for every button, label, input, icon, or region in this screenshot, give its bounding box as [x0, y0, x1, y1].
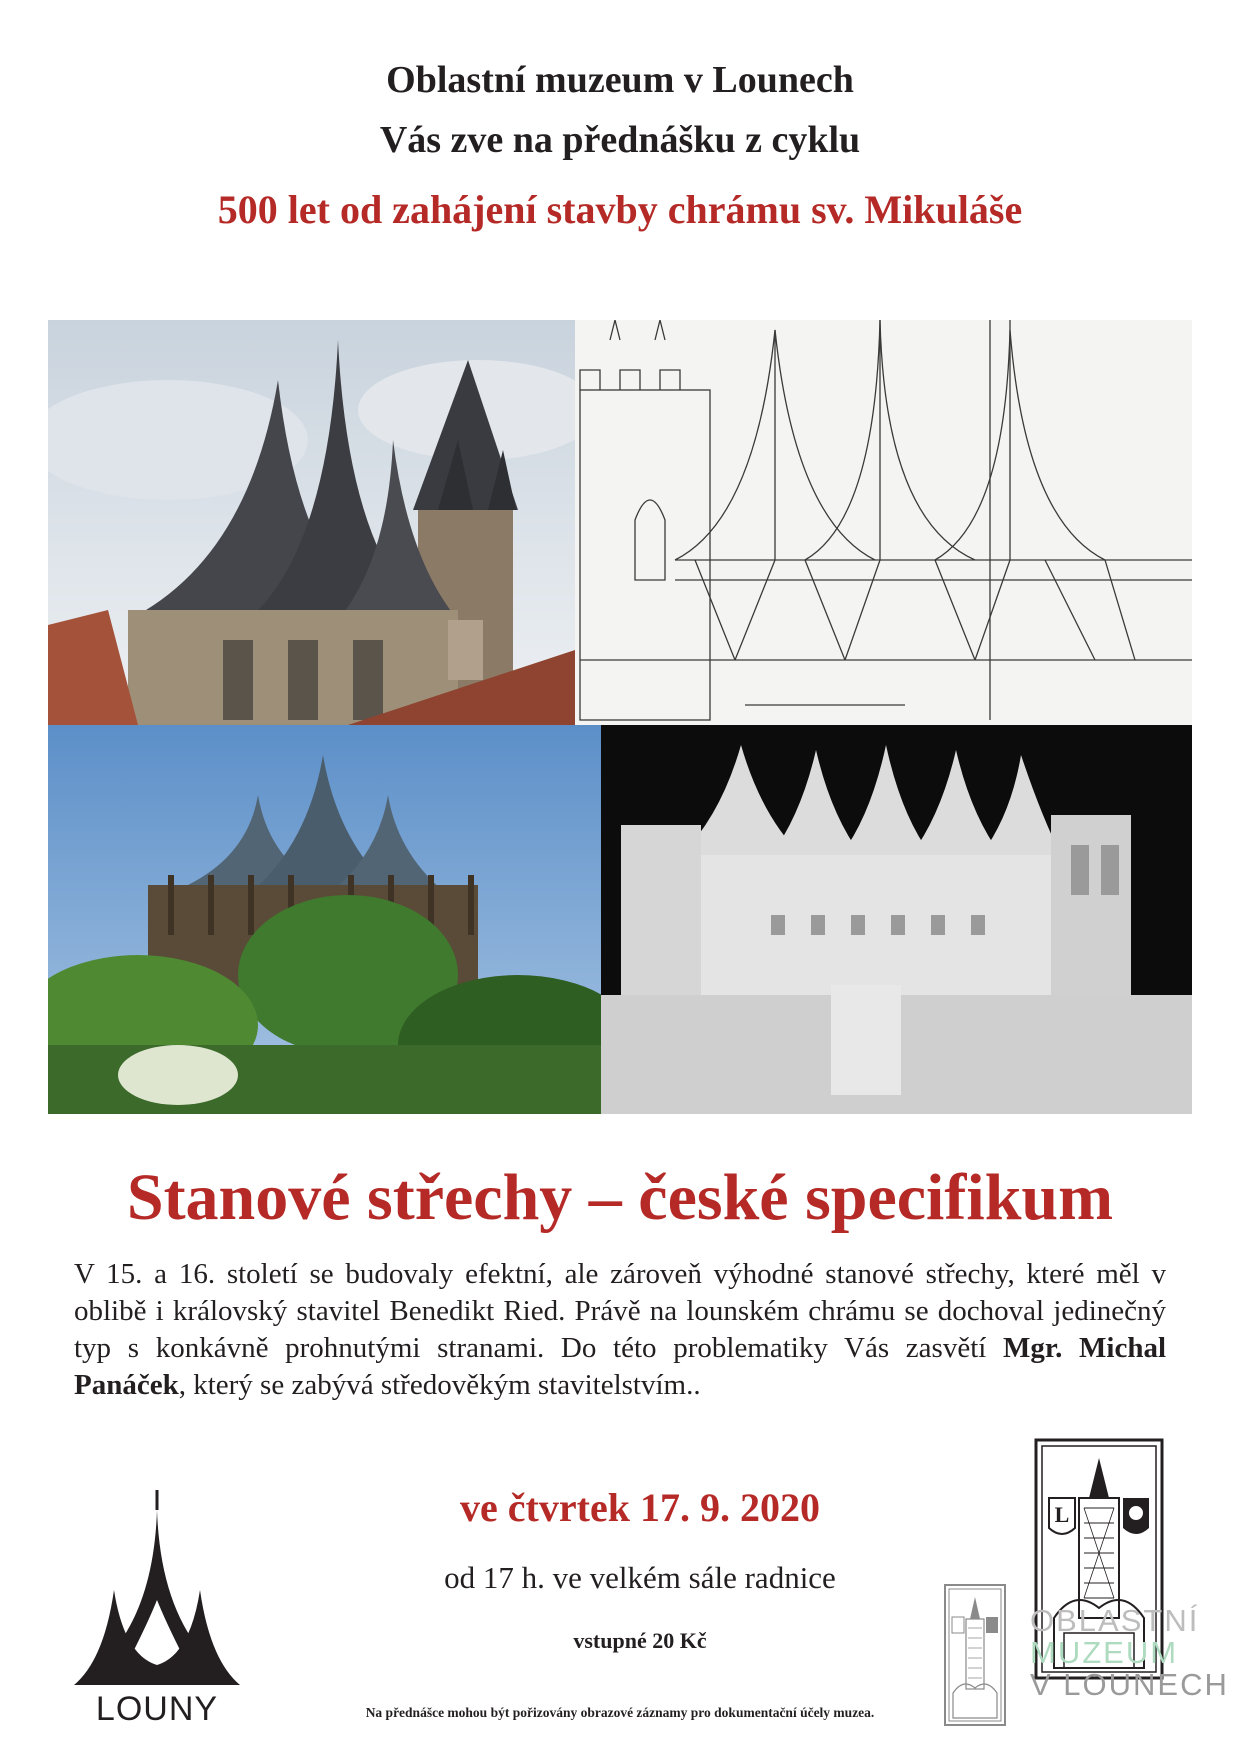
event-time-place: od 17 h. ve velkém sále radnice [444, 1560, 836, 1595]
wordmark-line-2: MUZEUM [1030, 1635, 1179, 1670]
coat-letter: L [1054, 1502, 1070, 1527]
invitation-line: Vás zve na přednášku z cyklu [379, 119, 861, 161]
louny-logo-text: LOUNY [95, 1690, 219, 1728]
admission-fee: vstupné 20 Kč [573, 1628, 707, 1653]
series-title: 500 let od zahájení stavby chrámu sv. Mikuláše [217, 187, 1023, 232]
photo-roof-truss-drawing [575, 320, 1192, 725]
wordmark-line-1: OBLASTNÍ [1030, 1603, 1200, 1638]
speaker-name: Mgr. Michal Panáček [74, 1332, 1166, 1401]
museum-name: Oblastní muzeum v Lounech [386, 59, 854, 101]
photo-louny-church [48, 320, 575, 725]
recording-disclaimer: Na přednášce mohou být pořizovány obrazové záznamy pro dokumentační účely muzea. [365, 1705, 875, 1720]
small-coat-of-arms-emblem [943, 1583, 1007, 1727]
lecture-headline: Stanové střechy – české specifikum [126, 1161, 1114, 1234]
wordmark-line-3: V LOUNECH [1030, 1667, 1229, 1702]
lecture-description [74, 1256, 1166, 1404]
description-text-after: , který se zabývá středověkým stavitelstvím.. [178, 1369, 701, 1401]
louny-logo [74, 1490, 240, 1728]
description-text-before: V 15. a 16. století se budovaly efektní, ale zároveň výhodné stanové střechy, které měl v oblibě i královský stavitel Benedikt Ried. Právě na lounském chrámu se dochoval jedinečný typ s konkávně prohnutými stranami. Do této problematiky Vás zasvětí [74, 1258, 1166, 1364]
photo-kutna-hora-cathedral [48, 725, 601, 1114]
photo-paper-model [601, 725, 1192, 1114]
event-date: ve čtvrtek 17. 9. 2020 [460, 1485, 820, 1530]
museum-wordmark [1030, 1603, 1229, 1702]
